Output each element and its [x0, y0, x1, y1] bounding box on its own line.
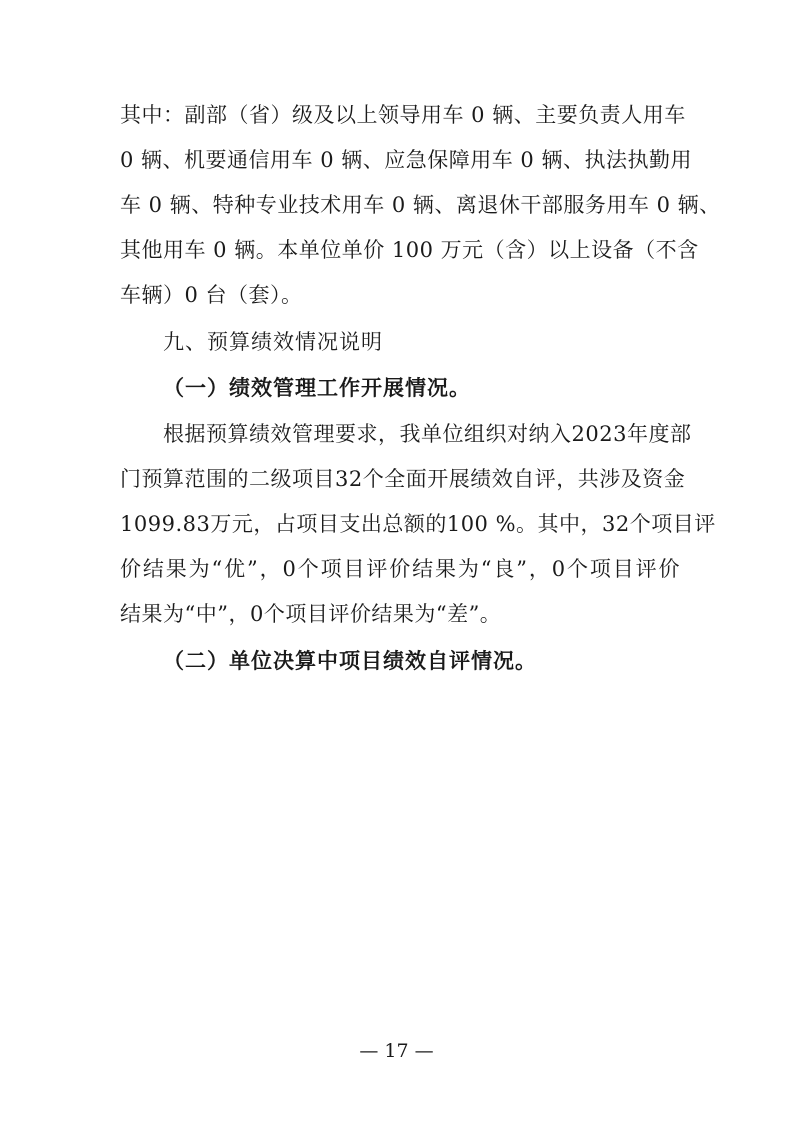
subsection-one-line-1: 根据预算绩效管理要求，我单位组织对纳入2023年度部 [163, 422, 692, 446]
subsection-one-line-3: 1099.83万元，占项目支出总额的100 %。其中，32个项目评 [120, 512, 716, 536]
vehicle-paragraph-line-1: 其中：副部（省）级及以上领导用车 0 辆、主要负责人用车 [120, 103, 686, 127]
page-number: — 17 — [359, 1040, 434, 1062]
subsection-one-line-4: 价结果为“优”，0个项目评价结果为“良”，0个项目评价 [120, 557, 680, 581]
subsection-one-line-2: 门预算范围的二级项目32个全面开展绩效自评，共涉及资金 [120, 467, 686, 491]
section-nine-title: 九、预算绩效情况说明 [163, 330, 383, 354]
vehicle-paragraph-line-3: 车 0 辆、特种专业技术用车 0 辆、离退休干部服务用车 0 辆、 [120, 193, 721, 217]
subsection-one-title: （一）绩效管理工作开展情况。 [163, 376, 471, 400]
vehicle-paragraph-line-2: 0 辆、机要通信用车 0 辆、应急保障用车 0 辆、执法执勤用 [120, 148, 692, 172]
vehicle-paragraph-line-4: 其他用车 0 辆。本单位单价 100 万元（含）以上设备（不含 [120, 238, 699, 262]
subsection-two-title: （二）单位决算中项目绩效自评情况。 [163, 649, 537, 673]
subsection-one-line-5: 结果为“中”，0个项目评价结果为“差”。 [120, 602, 502, 626]
vehicle-paragraph-line-5: 车辆）0 台（套）。 [120, 283, 303, 307]
